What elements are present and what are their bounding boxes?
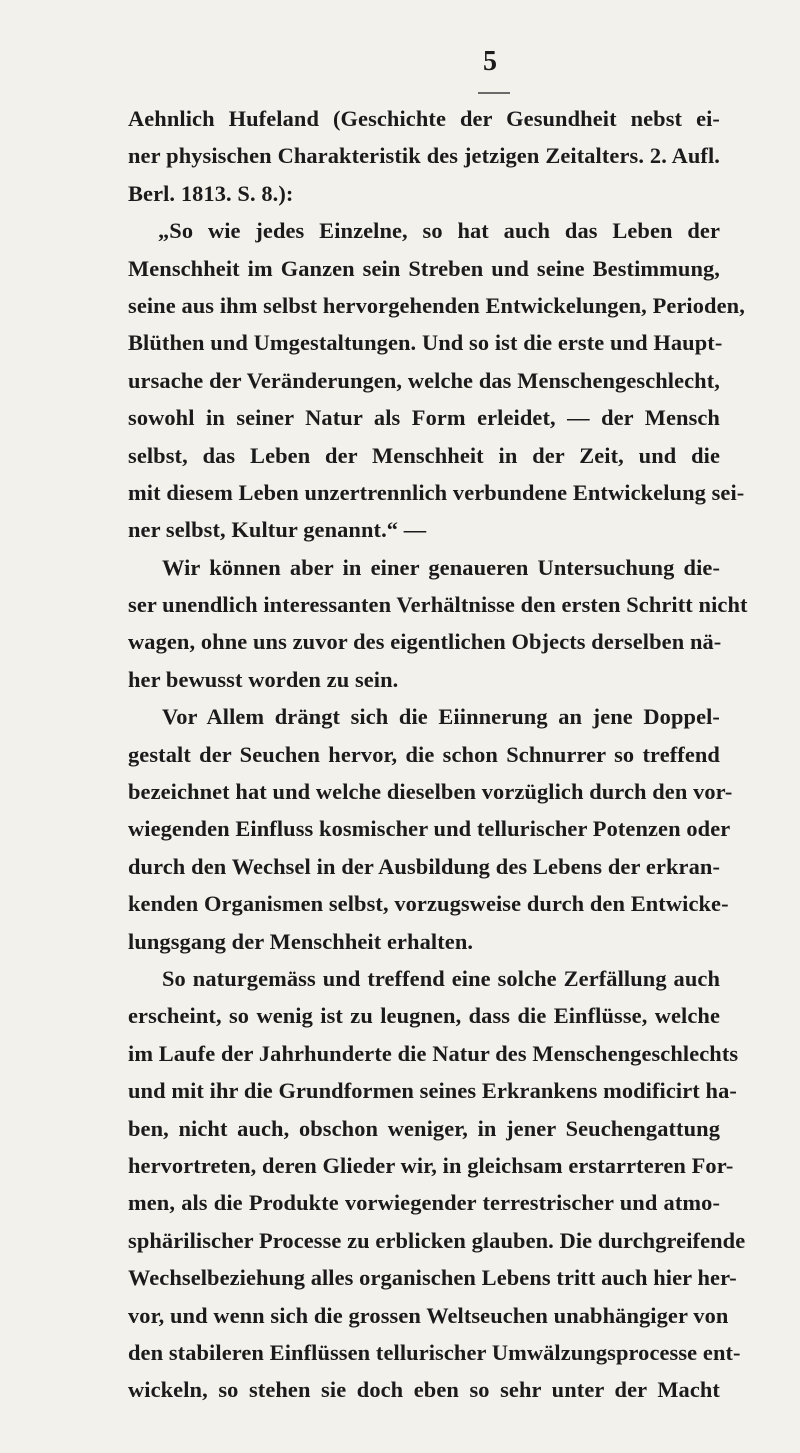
- text-line: her bewusst worden zu sein.: [128, 666, 399, 692]
- text-line: sowohl in seiner Natur als Form erleidet, — der Mensch: [128, 405, 720, 431]
- text-line: men, als die Produkte vorwiegender terrestrischer und atmo-: [128, 1190, 720, 1216]
- text-line: seine aus ihm selbst hervorgehenden Entwickelungen, Perioden,: [128, 292, 745, 318]
- text-line: Vor Allem drängt sich die Eiinnerung an jene Doppel-: [162, 704, 720, 730]
- text-line: Aehnlich Hufeland (Geschichte der Gesundheit nebst ei-: [128, 106, 720, 131]
- text-line: wagen, ohne uns zuvor des eigentlichen Objects derselben nä-: [128, 629, 722, 655]
- body-text: [128, 100, 748, 1409]
- text-line: sphärilischer Processe zu erblicken glauben. Die durchgreifende: [128, 1227, 746, 1253]
- text-line: wickeln, so stehen sie doch eben so sehr unter der Macht: [128, 1377, 720, 1403]
- text-line: ner selbst, Kultur genannt.“ —: [128, 517, 427, 543]
- text-line: erscheint, so wenig ist zu leugnen, dass die Einflüsse, welche: [128, 1003, 720, 1029]
- page-number: 5: [483, 46, 497, 77]
- text-line: Wir können aber in einer genaueren Untersuchung die-: [162, 554, 720, 580]
- text-line: ursache der Veränderungen, welche das Menschengeschlecht,: [128, 367, 720, 393]
- text-line: selbst, das Leben der Menschheit in der Zeit, und die: [128, 442, 720, 468]
- text-line: Wechselbeziehung alles organischen Lebens tritt auch hier her-: [128, 1265, 737, 1291]
- text-line: gestalt der Seuchen hervor, die schon Schnurrer so treffend: [128, 741, 720, 767]
- text-line: im Laufe der Jahrhunderte die Natur des Menschengeschlechts: [128, 1040, 739, 1066]
- page-number-rule: [478, 92, 510, 94]
- text-line: Berl. 1813. S. 8.):: [128, 180, 294, 206]
- text-line: lungsgang der Menschheit erhalten.: [128, 928, 474, 954]
- text-line: mit diesem Leben unzertrennlich verbundene Entwickelung sei-: [128, 479, 745, 505]
- text-line: ser unendlich interessanten Verhältnisse den ersten Schritt nicht: [128, 592, 748, 618]
- text-line: vor, und wenn sich die grossen Weltseuchen unabhängiger von: [128, 1302, 729, 1328]
- text-line: bezeichnet hat und welche dieselben vorzüglich durch den vor-: [128, 779, 733, 805]
- text-line: und mit ihr die Grundformen seines Erkrankens modificirt ha-: [128, 1078, 737, 1104]
- text-line: ner physischen Charakteristik des jetzigen Zeitalters. 2. Aufl.: [128, 143, 720, 169]
- text-line: wiegenden Einfluss kosmischer und tellurischer Potenzen oder: [128, 816, 731, 842]
- text-line: kenden Organismen selbst, vorzugsweise durch den Entwicke-: [128, 891, 729, 917]
- text-line: ben, nicht auch, obschon weniger, in jener Seuchengattung: [128, 1115, 720, 1141]
- text-line: So naturgemäss und treffend eine solche Zerfällung auch: [162, 965, 720, 991]
- text-line: den stabileren Einflüssen tellurischer Umwälzungsprocesse ent-: [128, 1339, 741, 1365]
- text-line: „So wie jedes Einzelne, so hat auch das Leben der: [158, 218, 720, 244]
- text-line: hervortreten, deren Glieder wir, in gleichsam erstarrteren For-: [128, 1152, 734, 1178]
- text-line: Blüthen und Umgestaltungen. Und so ist die erste und Haupt-: [128, 330, 723, 356]
- text-line: durch den Wechsel in der Ausbildung des Lebens der erkran-: [128, 853, 720, 879]
- text-line: Menschheit im Ganzen sein Streben und seine Bestimmung,: [128, 255, 720, 281]
